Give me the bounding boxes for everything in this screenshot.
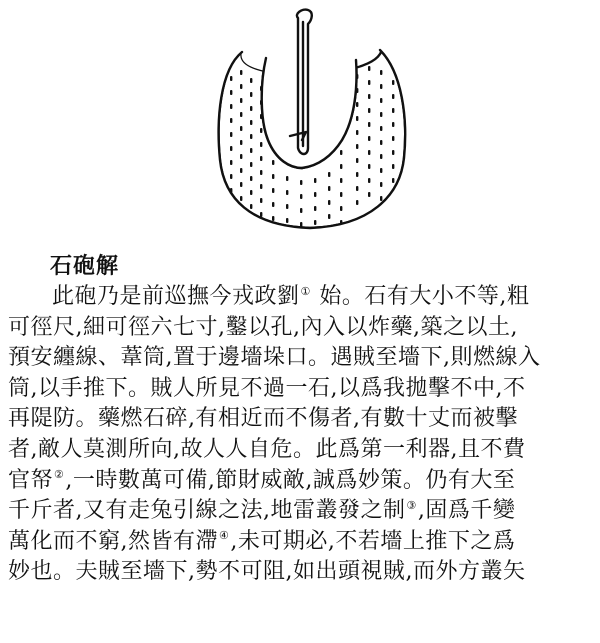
text-segment: 再隄防。藥燃石碎,有相近而不傷者,有數十丈而被擊 <box>8 406 518 432</box>
text-line <box>0 435 592 466</box>
text-segment: 妙也。夫賊至墻下,勢不可阻,如出頭視賊,而外方叢矢 <box>8 559 526 585</box>
footnote-marker: ④ <box>219 529 230 543</box>
text-segment: 筒,以手推下。賊人所見不過一石,以爲我拋擊不中,不 <box>8 375 526 401</box>
body-text <box>0 282 600 588</box>
text-segment: ,固爲千變 <box>417 498 516 524</box>
stone-bomb-illustration <box>190 0 430 236</box>
stone-bomb-drawing <box>190 0 430 236</box>
text-segment: ,未可期必,不若墻上推下之爲 <box>230 528 516 554</box>
text-segment: 千斤者,又有走兔引線之法,地雷叢發之制 <box>8 498 406 524</box>
footnote-marker: ② <box>54 468 65 482</box>
text-segment: 官帑 <box>8 467 54 493</box>
text-line <box>0 496 592 527</box>
footnote-marker: ① <box>300 284 311 298</box>
text-line <box>0 557 592 588</box>
section-title: 石砲解 <box>50 254 120 279</box>
text-line <box>0 282 592 313</box>
text-segment: 者,敵人莫測所向,故人人自危。此爲第一利器,且不費 <box>8 436 526 462</box>
text-line <box>0 466 592 497</box>
text-segment: 萬化而不窮,然皆有滯 <box>8 528 218 554</box>
footnote-marker: ③ <box>406 498 417 512</box>
text-line <box>0 313 592 344</box>
text-line <box>0 374 592 405</box>
text-segment: 此砲乃是前巡撫今戎政劉 <box>52 284 300 309</box>
text-line <box>0 404 592 435</box>
text-line <box>0 527 592 558</box>
text-segment: 可徑尺,細可徑六七寸,鑿以孔,內入以炸藥,築之以土, <box>8 314 518 340</box>
text-segment: 預安纏線、葦筒,置于邊墻垛口。遇賊至墻下,則燃線入 <box>8 345 541 371</box>
text-segment: ,一時數萬可備,節財威敵,誠爲妙策。仍有大至 <box>65 467 516 493</box>
text-segment: 始。石有大小不等,粗 <box>311 284 530 309</box>
text-line <box>0 343 592 374</box>
